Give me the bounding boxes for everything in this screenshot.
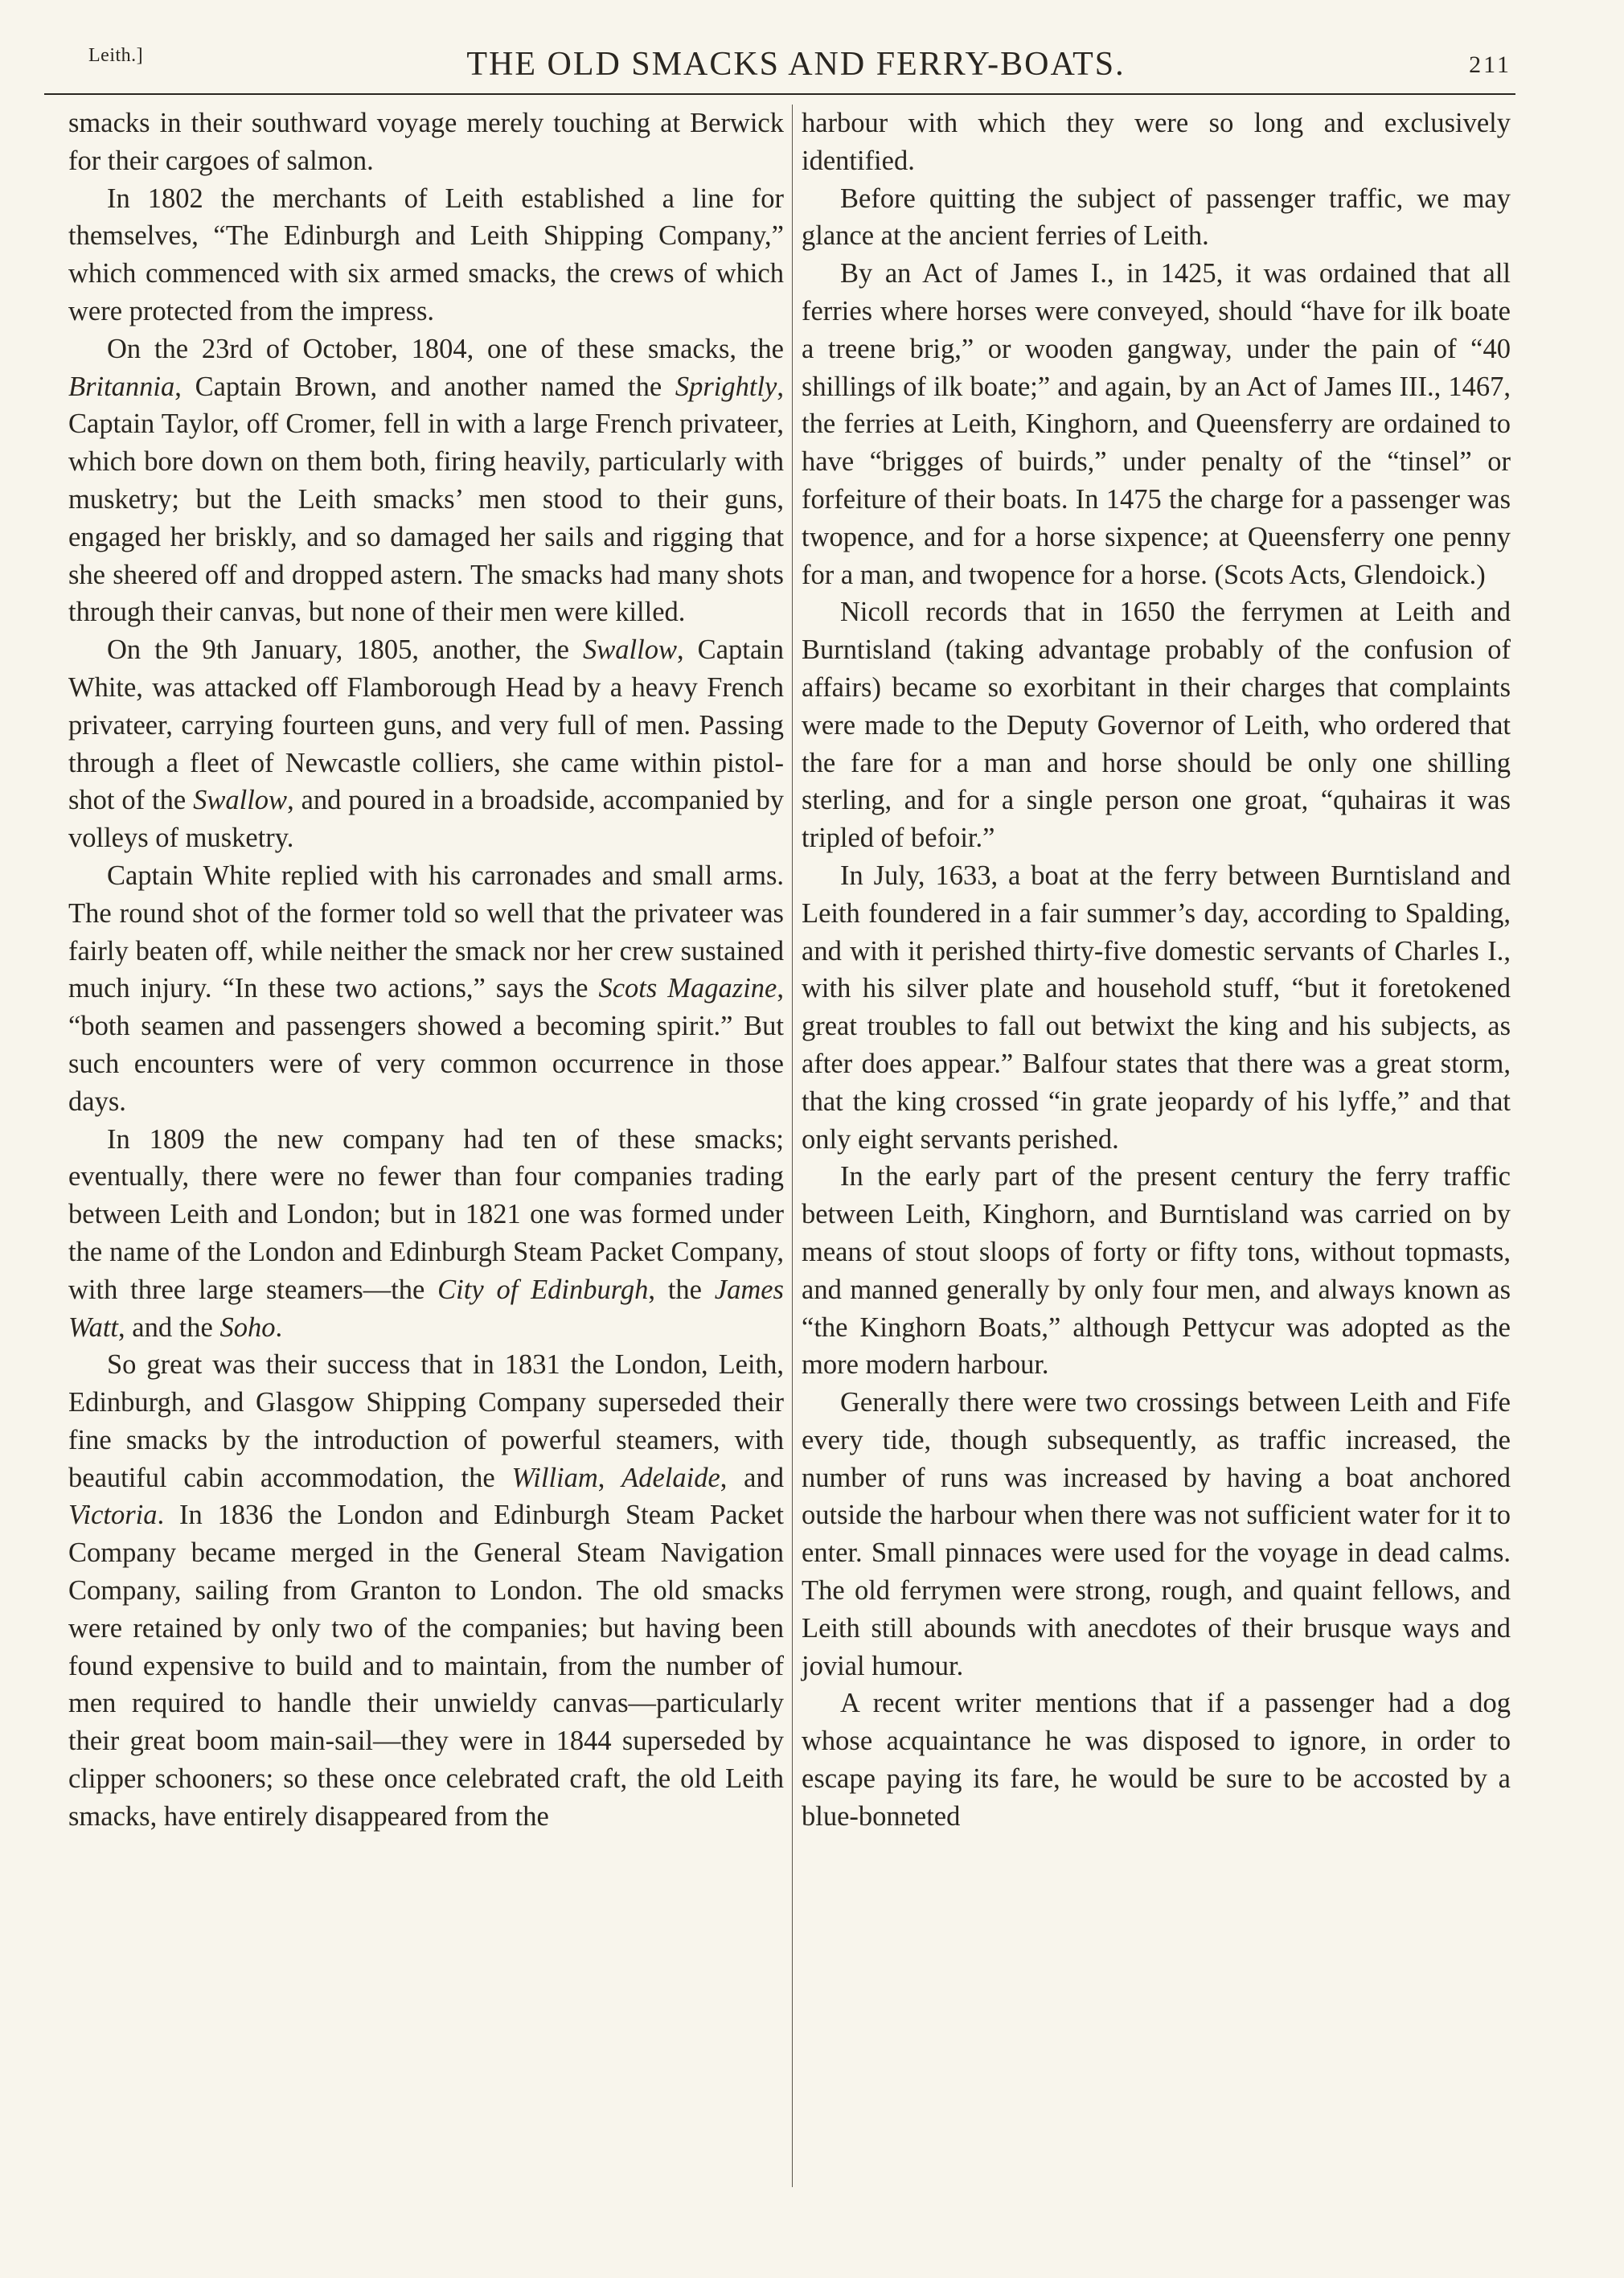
text-run: , Captain White, was attacked off Flamborough Head by a heavy French privateer, carrying fourteen guns, and very full of men. Passing through a fleet of Newcastle colliers, she came within pistol-shot of the	[68, 634, 784, 816]
text-run: . In 1836 the London and Edinburgh Steam Packet Company became merged in the General Steam Navigation Company, sailing from Granton to London. The old smacks were retained by only two of the companies; but having been found expensive to build and to maintain, from the number of men required to handle their unwieldy canvas—particularly their great boom main-sail—they were in 1844 superseded by clipper schooners; so these once celebrated craft, the old Leith smacks, have entirely disappeared from the	[68, 1500, 784, 1832]
column-divider	[792, 105, 793, 2187]
paragraph	[68, 1121, 784, 1347]
continued-paragraph	[68, 105, 784, 180]
running-head	[80, 40, 1511, 90]
continued-paragraph	[802, 105, 1511, 180]
paragraph	[68, 180, 784, 330]
header-rule	[44, 93, 1515, 95]
paragraph	[802, 180, 1511, 256]
paragraph	[802, 1685, 1511, 1835]
text-run: By an Act of James I., in 1425, it was ordained that all ferries where horses were conveyed, should “have for ilk boate a treene brig,” or wooden gangway, under the pain of “40 shillings of ilk boate;” and again, by an Act of James III., 1467, the ferries at Leith, Kinghorn, and Queensferry are ordained to have “brigges of buirds,” under penalty of the “tinsel” or forfeiture of their boats. In 1475 the charge for a passenger was twopence, and for a horse sixpence; at Queensferry one penny for a man, and twopence for a horse. (Scots Acts, Glendoick.)	[802, 258, 1511, 590]
italic-title: Scots Magazine	[598, 973, 777, 1004]
text-run: On the 23rd of October, 1804, one of these smacks, the	[107, 333, 784, 364]
page-title: THE OLD SMACKS AND FERRY-BOATS.	[466, 46, 1126, 83]
italic-title: Swallow	[583, 634, 677, 666]
text-run: Nicoll records that in 1650 the ferrymen at Leith and Burntisland (taking advantage probably of the confusion of affairs) became so exorbitant in their charges that complaints were made to the Deputy Governor of Leith, who ordered that the fare for a man and horse should be only one shilling sterling, and for a single person one groat, “quhairas it was tripled of befoir.”	[802, 597, 1511, 854]
text-run: , the	[648, 1274, 715, 1305]
text-run: On the 9th January, 1805, another, the	[107, 634, 584, 666]
text-run: , Captain Brown, and another named the	[174, 371, 675, 402]
paragraph	[68, 631, 784, 857]
text-run: In 1809 the new company had ten of these smacks; eventually, there were no fewer than four companies trading between Leith and London; but in 1821 one was formed under the name of the London and Edinburgh Steam Packet Company, with three large steamers—the	[68, 1123, 784, 1305]
text-run: In the early part of the present century the ferry traffic between Leith, Kinghorn, and Burntisland was carried on by means of stout sloops of forty or fifty tons, without topmasts, and manned generally by only four men, and always known as “the Kinghorn Boats,” although Pettycur was adopted as the more modern harbour.	[802, 1161, 1511, 1381]
left-column	[68, 105, 784, 1836]
paragraph	[802, 255, 1511, 593]
page-number: 211	[1469, 51, 1511, 78]
paragraph	[68, 1346, 784, 1835]
italic-title: Soho	[219, 1311, 276, 1343]
italic-title: Sprightly	[675, 371, 777, 402]
text-run: Generally there were two crossings between Leith and Fife every tide, though subsequently, as traffic increased, the number of runs was increased by having a boat anchored outside the harbour when there was not sufficient water for it to enter. Small pinnaces were used for the voyage in dead calms. The old ferrymen were strong, rough, and quaint fellows, and Leith still abounds with anecdotes of their brusque ways and jovial humour.	[802, 1387, 1511, 1681]
paragraph	[68, 857, 784, 1121]
text-run: Before quitting the subject of passenger traffic, we may glance at the ancient ferries of Leith.	[802, 183, 1511, 252]
text-run: ,	[597, 1462, 622, 1493]
text-run: harbour with which they were so long and exclusively identified.	[802, 108, 1511, 176]
text-run: .	[275, 1311, 283, 1343]
paragraph	[68, 330, 784, 631]
text-run: smacks in their southward voyage merely touching at Berwick for their cargoes of salmon.	[68, 108, 784, 176]
italic-title: James Watt	[68, 1274, 784, 1343]
section-label: Leith.]	[88, 45, 144, 66]
italic-title: William	[511, 1462, 598, 1493]
text-run: Captain White replied with his carronades and small arms. The round shot of the former told so well that the privateer was fairly beaten off, while neither the smack nor her crew sustained much injury. “In these two actions,” says the	[68, 860, 784, 1004]
text-run: , and poured in a broadside, accompanied by volleys of musketry.	[68, 785, 784, 854]
text-run: , Captain Taylor, off Cromer, fell in with a large French privateer, which bore down on them both, firing heavily, particularly with musketry; but the Leith smacks’ men stood to their guns, engaged her briskly, and so damaged her sails and rigging that she sheered off and dropped astern. The smacks had many shots through their canvas, but none of their men were killed.	[68, 371, 784, 628]
text-run: , “both seamen and passengers showed a becoming spirit.” But such encounters were of very common occurrence in those days.	[68, 973, 784, 1117]
italic-title: Victoria	[68, 1500, 158, 1531]
text-run: , and the	[118, 1311, 220, 1343]
paragraph	[802, 593, 1511, 857]
text-run: , and	[720, 1462, 784, 1493]
italic-title: Britannia	[68, 371, 175, 402]
italic-title: City of Edinburgh	[437, 1274, 649, 1305]
text-run: A recent writer mentions that if a passenger had a dog whose acquaintance he was disposed to ignore, in order to escape paying its fare, he would be sure to be accosted by a blue-bonneted	[802, 1688, 1511, 1832]
text-run: In July, 1633, a boat at the ferry between Burntisland and Leith foundered in a fair summer’s day, according to Spalding, and with it perished thirty-five domestic servants of Charles I., with his silver plate and household stuff, “but it foretokened great troubles to fall out betwixt the king and his subjects, as after does appear.” Balfour states that there was a great storm, that the king crossed “in grate jeopardy of his lyffe,” and that only eight servants perished.	[802, 860, 1511, 1155]
paragraph	[802, 1158, 1511, 1384]
right-column	[802, 105, 1511, 1836]
paragraph	[802, 857, 1511, 1158]
italic-title: Adelaide	[621, 1462, 720, 1493]
italic-title: Swallow	[193, 785, 288, 816]
text-run: In 1802 the merchants of Leith established a line for themselves, “The Edinburgh and Leith Shipping Company,” which commenced with six armed smacks, the crews of which were protected from the impress.	[68, 183, 784, 326]
text-run: So great was their success that in 1831 the London, Leith, Edinburgh, and Glasgow Shipping Company superseded their fine smacks by the introduction of powerful steamers, with beautiful cabin accommodation, the	[68, 1349, 784, 1493]
paragraph	[802, 1384, 1511, 1685]
